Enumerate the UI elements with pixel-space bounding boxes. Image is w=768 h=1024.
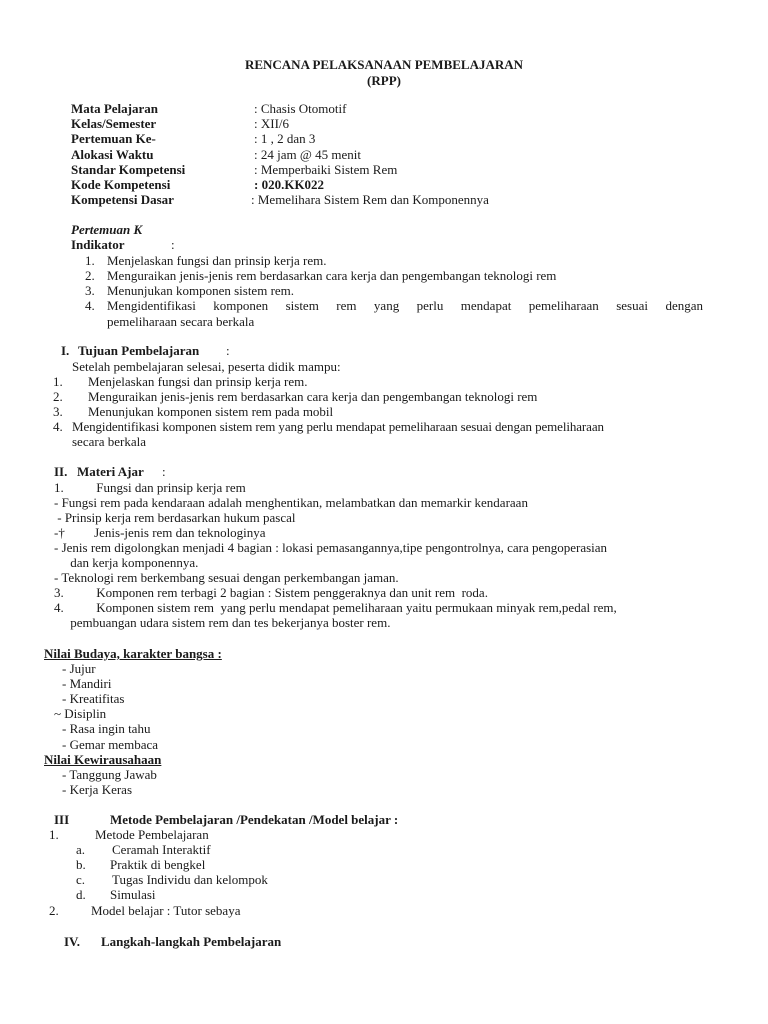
list-num: 3. bbox=[53, 404, 63, 419]
materi-line: 4. Komponen sistem rem yang perlu mendapat pemeliharaan yaitu permukaan minyak rem,pedal rem, bbox=[54, 600, 617, 615]
materi-line: - Jenis rem digolongkan menjadi 4 bagian : lokasi pemasangannya,tipe pengontrolnya, cara pengoperasian bbox=[54, 540, 608, 555]
doc-title: RENCANA PELAKSANAAN PEMBELAJARAN bbox=[244, 57, 524, 72]
list-item: Praktik di bengkel bbox=[110, 857, 206, 872]
section-colon: : bbox=[162, 464, 166, 479]
list-item: Menunjukan komponen sistem rem. bbox=[107, 283, 295, 298]
identity-value: : Memelihara Sistem Rem dan Komponennya bbox=[251, 192, 489, 207]
materi-line: dan kerja komponennya. bbox=[54, 555, 199, 570]
section-heading-materi: Materi Ajar bbox=[77, 464, 144, 479]
tujuan-intro: Setelah pembelajaran selesai, peserta didik mampu: bbox=[72, 359, 341, 374]
nilai-kewirausahaan-heading: Nilai Kewirausahaan bbox=[44, 752, 162, 767]
materi-line: - Fungsi rem pada kendaraan adalah menghentikan, melambatkan dan memarkir kendaraan bbox=[54, 495, 528, 510]
pertemuan-heading: Pertemuan K bbox=[71, 222, 143, 237]
list-item: Menjelaskan fungsi dan prinsip kerja rem. bbox=[107, 253, 327, 268]
list-item: Menunjukan komponen sistem rem pada mobil bbox=[88, 404, 334, 419]
identity-label: Kompetensi Dasar bbox=[71, 192, 174, 207]
identity-value: : 24 jam @ 45 menit bbox=[254, 147, 361, 162]
list-item: - Kerja Keras bbox=[62, 782, 133, 797]
list-num: a. bbox=[76, 842, 86, 857]
doc-subtitle: (RPP) bbox=[367, 73, 401, 88]
list-item: - Kreatifitas bbox=[62, 691, 125, 706]
identity-value: : 1 , 2 dan 3 bbox=[254, 131, 316, 146]
section-number: IV. bbox=[64, 934, 81, 949]
materi-line: 1. Fungsi dan prinsip kerja rem bbox=[54, 480, 246, 495]
list-num: 2. bbox=[49, 903, 59, 918]
indikator-heading: Indikator bbox=[71, 237, 125, 252]
list-num: 4. bbox=[85, 298, 95, 313]
section-colon: : bbox=[226, 343, 230, 358]
list-item: - Tanggung Jawab bbox=[62, 767, 157, 782]
materi-line: pembuangan udara sistem rem dan tes bekerjanya boster rem. bbox=[54, 615, 391, 630]
identity-label: Kode Kompetensi bbox=[71, 177, 171, 192]
section-heading-tujuan: Tujuan Pembelajaran bbox=[78, 343, 200, 358]
list-num: c. bbox=[76, 872, 86, 887]
list-num: 4. bbox=[53, 419, 63, 434]
list-item: Ceramah Interaktif bbox=[112, 842, 211, 857]
identity-label: Alokasi Waktu bbox=[71, 147, 154, 162]
list-num: b. bbox=[76, 857, 86, 872]
list-num: d. bbox=[76, 887, 86, 902]
identity-value: : XII/6 bbox=[254, 116, 290, 131]
list-item: Simulasi bbox=[110, 887, 156, 902]
identity-label: Kelas/Semester bbox=[71, 116, 157, 131]
section-number: I. bbox=[61, 343, 70, 358]
list-num: 1. bbox=[49, 827, 59, 842]
list-item: - Rasa ingin tahu bbox=[62, 721, 151, 736]
list-item-continuation: secara berkala bbox=[72, 434, 146, 449]
identity-value: : Memperbaiki Sistem Rem bbox=[254, 162, 398, 177]
materi-line: - Teknologi rem berkembang sesuai dengan perkembangan jaman. bbox=[54, 570, 399, 585]
materi-line: 3. Komponen rem terbagi 2 bagian : Sistem penggeraknya dan unit rem roda. bbox=[54, 585, 488, 600]
list-num: 2. bbox=[85, 268, 95, 283]
section-number: III bbox=[54, 812, 70, 827]
identity-label: Mata Pelajaran bbox=[71, 101, 159, 116]
nilai-budaya-heading: Nilai Budaya, karakter bangsa : bbox=[44, 646, 222, 661]
list-item: Menjelaskan fungsi dan prinsip kerja rem. bbox=[88, 374, 308, 389]
list-item: - Gemar membaca bbox=[62, 737, 159, 752]
identity-value: : Chasis Otomotif bbox=[254, 101, 347, 116]
list-num: 1. bbox=[85, 253, 95, 268]
identity-label: Pertemuan Ke- bbox=[71, 131, 156, 146]
list-item-continuation: pemeliharaan secara berkala bbox=[107, 314, 255, 329]
list-item: Model belajar : Tutor sebaya bbox=[91, 903, 241, 918]
section-heading-langkah: Langkah-langkah Pembelajaran bbox=[101, 934, 282, 949]
section-number: II. bbox=[54, 464, 68, 479]
list-item: Mengidentifikasi komponen sistem rem yang perlu mendapat pemeliharaan sesuai dengan pemeliharaan bbox=[72, 419, 604, 434]
list-item: Tugas Individu dan kelompok bbox=[112, 872, 268, 887]
list-num: 3. bbox=[85, 283, 95, 298]
list-num: 1. bbox=[53, 374, 63, 389]
list-num: 2. bbox=[53, 389, 63, 404]
list-item: - Mandiri bbox=[62, 676, 112, 691]
section-heading-metode: Metode Pembelajaran /Pendekatan /Model belajar : bbox=[110, 812, 399, 827]
list-item: Metode Pembelajaran bbox=[95, 827, 209, 842]
list-item: - Jujur bbox=[62, 661, 96, 676]
identity-label: Standar Kompetensi bbox=[71, 162, 186, 177]
identity-value: : 020.KK022 bbox=[254, 177, 325, 192]
list-item: Mengidentifikasi komponen sistem rem yang perlu mendapat pemeliharaan sesuai dengan bbox=[107, 298, 703, 313]
list-item: Menguraikan jenis-jenis rem berdasarkan cara kerja dan pengembangan teknologi rem bbox=[88, 389, 538, 404]
list-item: Menguraikan jenis-jenis rem berdasarkan cara kerja dan pengembangan teknologi rem bbox=[107, 268, 557, 283]
list-item: ~ Disiplin bbox=[54, 706, 107, 721]
indikator-colon: : bbox=[171, 237, 175, 252]
materi-line: -† Jenis-jenis rem dan teknologinya bbox=[54, 525, 266, 540]
materi-line: - Prinsip kerja rem berdasarkan hukum pascal bbox=[54, 510, 296, 525]
